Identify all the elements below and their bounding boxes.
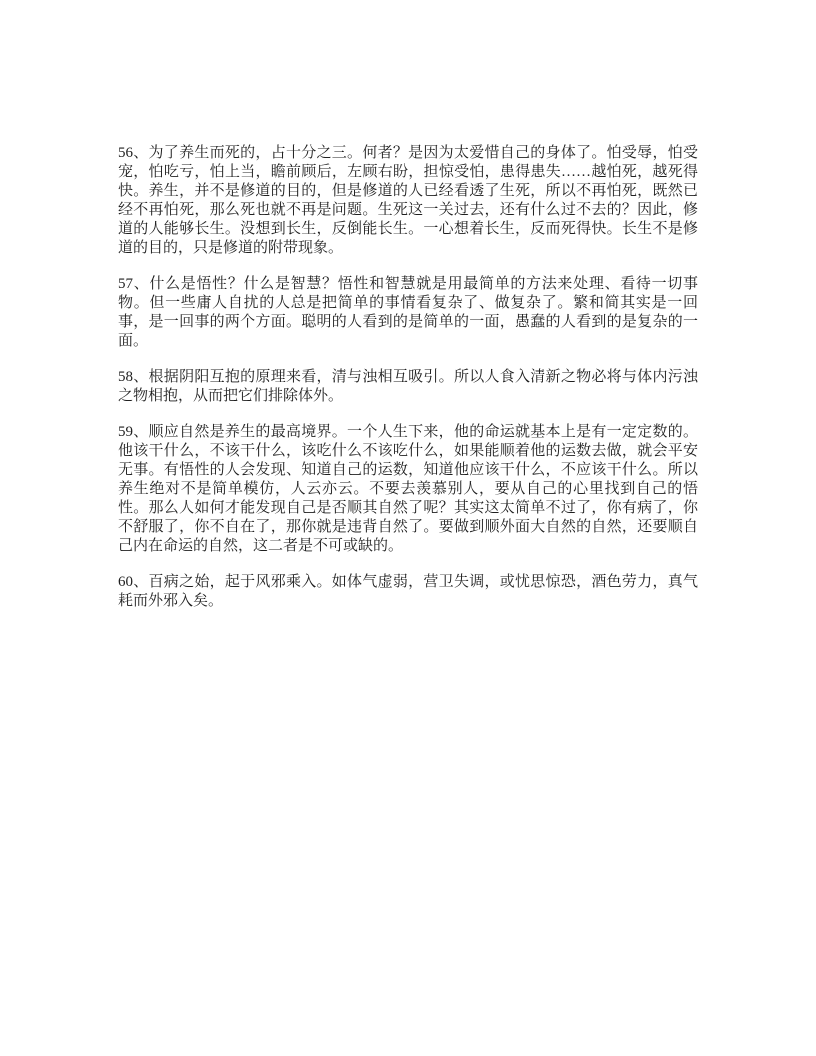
paragraph-60: 60、百病之始，起于风邪乘入。如体气虚弱，营卫失调，或忧思惊恐，酒色劳力，真气耗而外邪入矣。: [118, 574, 698, 609]
paragraph-59: 59、顺应自然是养生的最高境界。一个人生下来，他的命运就基本上是有一定定数的。他该干什么，不该干什么，该吃什么不该吃什么，如果能顺着他的运数去做，就会平安无事。有悟性的人会发现、知道自己的运数，知道他应该干什么，不应该干什么。所以养生绝对不是简单模仿，人云亦云。不要去羡慕别人，要从自己的心里找到自己的悟性。那么人如何才能发现自己是否顺其自然了呢？其实这太简单不过了，你有病了，你不舒服了，你不自在了，那你就是违背自然了。要做到顺外面大自然的自然，还要顺自己内在命运的自然，这二者是不可或缺的。: [118, 424, 698, 554]
paragraph-57: 57、什么是悟性？什么是智慧？悟性和智慧就是用最简单的方法来处理、看待一切事物。但一些庸人自扰的人总是把简单的事情看复杂了、做复杂了。繁和简其实是一回事，是一回事的两个方面。聪明的人看到的是简单的一面，愚蠢的人看到的是复杂的一面。: [118, 276, 698, 349]
paragraph-58: 58、根据阴阳互抱的原理来看，清与浊相互吸引。所以人食入清新之物必将与体内污浊之物相抱，从而把它们排除体外。: [118, 369, 698, 404]
text-block: [118, 144, 698, 611]
paragraph-56: 56、为了养生而死的，占十分之三。何者？是因为太爱惜自己的身体了。怕受辱，怕受宠，怕吃亏，怕上当，瞻前顾后，左顾右盼，担惊受怕，患得患失……越怕死，越死得快。养生，并不是修道的目的，但是修道的人已经看透了生死，所以不再怕死，既然已经不再怕死，那么死也就不再是问题。生死这一关过去，还有什么过不去的？因此，修道的人能够长生。没想到长生，反倒能长生。一心想着长生，反而死得快。长生不是修道的目的，只是修道的附带现象。: [118, 145, 698, 256]
